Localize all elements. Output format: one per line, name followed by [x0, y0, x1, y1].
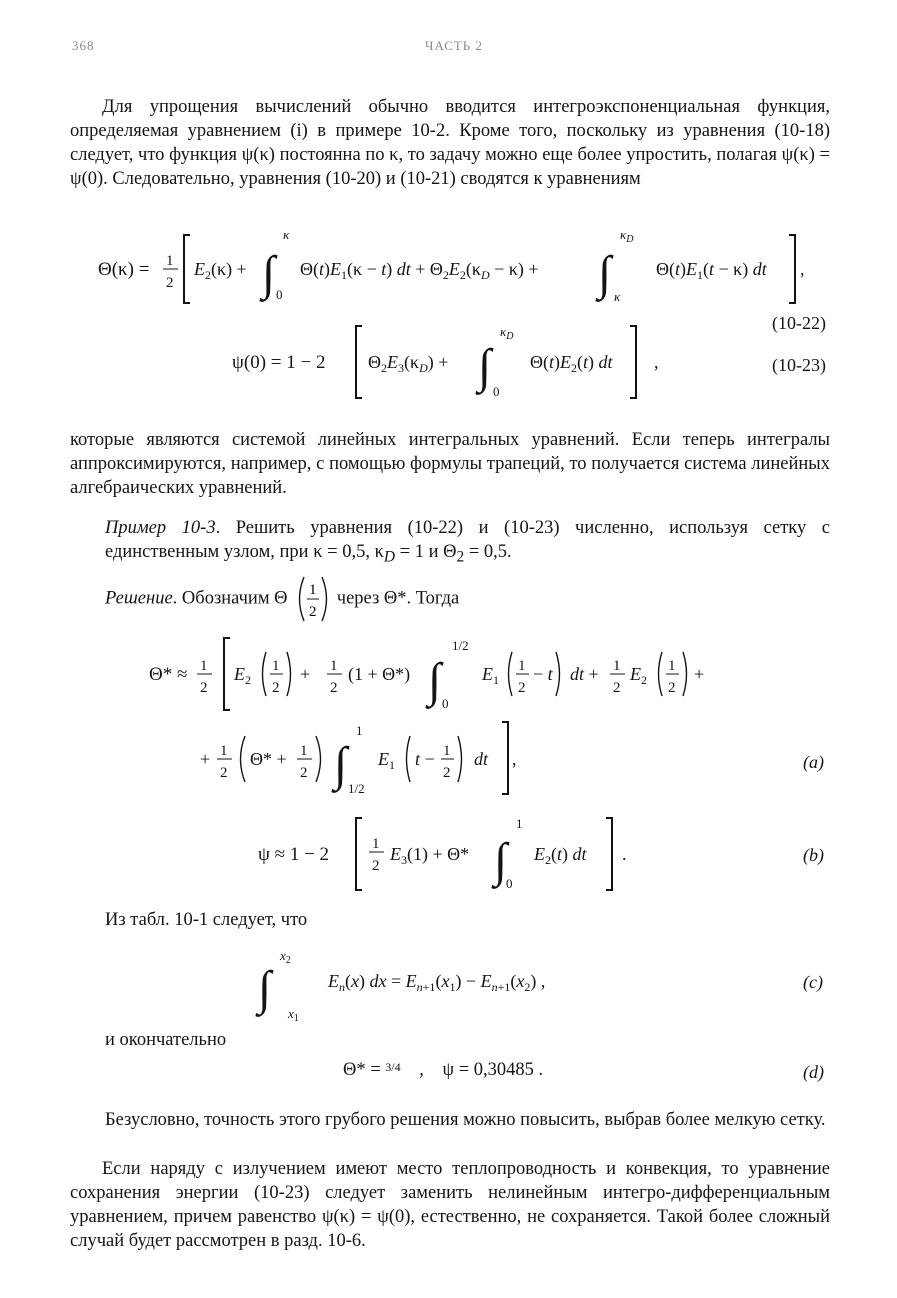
solution-line [105, 574, 459, 624]
equation-b [0, 808, 897, 908]
svg-text:E1: $E_1$ [378, 749, 395, 772]
svg-text:κ: κ [614, 289, 621, 304]
example-sub-d: D [383, 548, 396, 566]
svg-text:Θ(t)E1(t − κ) dt: $\Theta(t)E_1(t - \kappa)$ dt [656, 259, 767, 282]
closing-text: Если наряду с излучением имеют место теплопроводность и конвекция, то уравнение сохранения энергии (10-23) следует заменить нелинейным интегро-дифференциальным уравнением, причем равенство ψ(κ) = ψ(0), естественно, не сохраняется. Такой более сложный случай будет рассмотрен в разд. 10-6. [70, 1159, 830, 1251]
solution-label: Решение [105, 588, 173, 609]
svg-text:1: 1 [200, 658, 208, 674]
svg-text:0: 0 [276, 287, 283, 302]
svg-text:x1: $x_1$ [288, 1006, 299, 1024]
svg-text:∫: ∫ [494, 834, 508, 887]
svg-text:E2(t) dt: $E_2(t)$ dt [534, 844, 587, 867]
svg-text:2: 2 [309, 604, 317, 620]
equation-label-a: (a) [803, 752, 824, 772]
equation-d: Θ* = $^{3/4}$ , ψ = 0,30485 . [343, 1060, 544, 1080]
svg-text:1/2: 1/2 [348, 781, 365, 796]
svg-text:2: 2 [300, 765, 308, 781]
equation-label-10-22: (10-22) [772, 313, 826, 333]
svg-text:t −: t − [415, 749, 435, 769]
svg-text:En(x) dx = En+1(x1) − En+1(x2): $E_n(x)$ dx = $E_{n+1}(x_1) - E_{n+1}(x_2)$ , [328, 971, 546, 994]
example-body-3: = 0,5. [464, 542, 512, 562]
svg-text:E2: $E_2$ [234, 664, 251, 687]
equation-label-b: (b) [803, 845, 824, 865]
svg-text:∫: ∫ [428, 654, 442, 707]
svg-text:∫: ∫ [258, 962, 272, 1015]
theta-star-value: 3/4 [385, 1060, 401, 1074]
svg-text:1: 1 [309, 582, 317, 598]
svg-text:0: 0 [442, 696, 449, 711]
svg-text:2: 2 [518, 680, 526, 696]
running-header: ЧАСТЬ 2 [425, 38, 484, 53]
example-body: . Решить уравнения (10-22) и (10-23) численно, используя сетку с единственным узлом, при κ = 0,5, κ [105, 518, 830, 562]
svg-text:E3(1) + Θ*: $E_3(1) + \Theta*$ [390, 844, 470, 867]
equation-label-10-23: (10-23) [772, 355, 826, 375]
svg-text:1: 1 [613, 658, 621, 674]
svg-text:+: + [200, 749, 211, 769]
svg-text:κD: $\kappa_D$ [620, 227, 634, 245]
system-text: которые являются системой линейных интегральных уравнений. Если теперь интегралы аппроксимируются, например, с помощью формулы трапеций, то получается система линейных алгебраических уравнений. [70, 430, 830, 498]
svg-text:1/2: 1/2 [452, 638, 469, 653]
svg-text:(1 + Θ*): (1 + Θ*) [348, 664, 411, 684]
equation-c [0, 942, 897, 1042]
svg-text:,: , [800, 259, 805, 279]
svg-text:1: 1 [300, 743, 308, 759]
svg-text:∫: ∫ [598, 247, 612, 300]
svg-text:2: 2 [668, 680, 676, 696]
example-sub-2: 2 [456, 548, 465, 566]
example-label: Пример 10-3 [105, 518, 216, 538]
svg-text:ψ(0) = 1 − 2: ψ(0) = 1 − 2 [232, 352, 326, 373]
svg-text:∫: ∫ [478, 340, 492, 393]
svg-text:1: 1 [518, 658, 526, 674]
svg-text:0: 0 [493, 384, 500, 399]
svg-text:1: 1 [443, 743, 451, 759]
table-ref-line: Из табл. 10-1 следует, что [105, 910, 308, 930]
svg-text:1: 1 [516, 816, 523, 831]
closing-paragraph [70, 1157, 830, 1253]
svg-text:E1: $E_1$ [482, 664, 499, 687]
svg-text:2: 2 [613, 680, 621, 696]
remark-text: Безусловно, точность этого грубого решения можно повысить, выбрав более мелкую сетку. [105, 1110, 826, 1130]
equation-10-23 [0, 318, 897, 418]
intro-paragraph [70, 95, 830, 191]
system-paragraph [70, 428, 830, 500]
remark-paragraph [105, 1108, 830, 1132]
svg-text:dt: dt [474, 749, 489, 769]
svg-text:x2: $x_2$ [280, 948, 291, 966]
svg-text:2: 2 [330, 680, 338, 696]
example-body-2: = 1 и Θ [395, 542, 457, 562]
svg-text:Θ(t)E2(t) dt: $\Theta(t)E_2(t)$ dt [530, 352, 613, 375]
svg-text:κD: $\kappa_D$ [500, 324, 514, 342]
svg-text:1: 1 [272, 658, 280, 674]
svg-text:.: . [622, 844, 627, 864]
svg-text:Θ2E3(κD) +: $\Theta_2E_3(\kappa_D)$ + [368, 352, 449, 375]
equation-10-22 [0, 225, 897, 325]
svg-text:E2(κ) +: $E_2(\kappa)$ + [194, 259, 247, 282]
example-text [105, 516, 830, 570]
svg-text:1: 1 [356, 723, 363, 738]
svg-text:2: 2 [372, 858, 380, 874]
svg-text:1: 1 [372, 836, 380, 852]
svg-text:1: 1 [220, 743, 228, 759]
svg-text:,: , [654, 352, 659, 372]
svg-text:Θ(t)E1(κ − t) dt + Θ2E2(κD − κ: $\Theta(t)E_1(\kappa - t)$ dt + $\Theta_2E_2(\kappa_D - \kappa)$ + [300, 259, 539, 282]
svg-text:κ: κ [283, 227, 290, 242]
page-number: 368 [72, 38, 95, 53]
svg-text:+: + [300, 664, 311, 684]
finally-line: и окончательно [105, 1030, 227, 1050]
svg-text:2: 2 [443, 765, 451, 781]
svg-text:2: 2 [272, 680, 280, 696]
svg-text:1: 1 [166, 253, 174, 269]
half-fraction [292, 574, 332, 624]
equation-label-d: (d) [803, 1062, 824, 1082]
svg-text:Θ* ≈: Θ* ≈ [149, 664, 188, 685]
intro-text: Для упрощения вычислений обычно вводится интегроэкспоненциальная функция, определяемая уравнением (i) в примере 10-2. Кроме того, поскольку из уравнения (10-18) следует, что функция ψ(κ) постоянна по κ, то задачу можно еще более упростить, полагая ψ(κ) = ψ(0). Следовательно, уравнения (10-20) и (10-21) сводятся к уравнениям [70, 97, 830, 189]
svg-text:Θ* +: Θ* + [250, 749, 287, 769]
svg-text:Θ(κ) =: Θ(κ) = [98, 259, 150, 280]
svg-text:dt +: dt + [570, 664, 599, 684]
svg-text:E2: $E_2$ [630, 664, 647, 687]
example-paragraph [105, 516, 830, 570]
svg-text:2: 2 [220, 765, 228, 781]
theta-star-symbol: Θ* = [343, 1060, 381, 1080]
svg-text:2: 2 [166, 275, 174, 291]
equation-a [0, 630, 897, 810]
svg-text:− t: − t [533, 664, 553, 684]
solution-text-2: через Θ*. Тогда [336, 588, 460, 609]
svg-text:,: , [512, 749, 517, 769]
solution-text-1: . Обозначим Θ [172, 588, 288, 609]
svg-text:ψ ≈ 1 − 2: ψ ≈ 1 − 2 [258, 844, 330, 865]
equation-label-c: (c) [803, 972, 823, 992]
svg-text:∫: ∫ [334, 738, 348, 791]
psi-result: ψ = 0,30485 . [442, 1060, 544, 1080]
svg-text:2: 2 [200, 680, 208, 696]
svg-text:+: + [694, 664, 705, 684]
svg-text:1: 1 [668, 658, 676, 674]
svg-text:∫: ∫ [262, 247, 276, 300]
svg-text:1: 1 [330, 658, 338, 674]
svg-text:0: 0 [506, 876, 513, 891]
